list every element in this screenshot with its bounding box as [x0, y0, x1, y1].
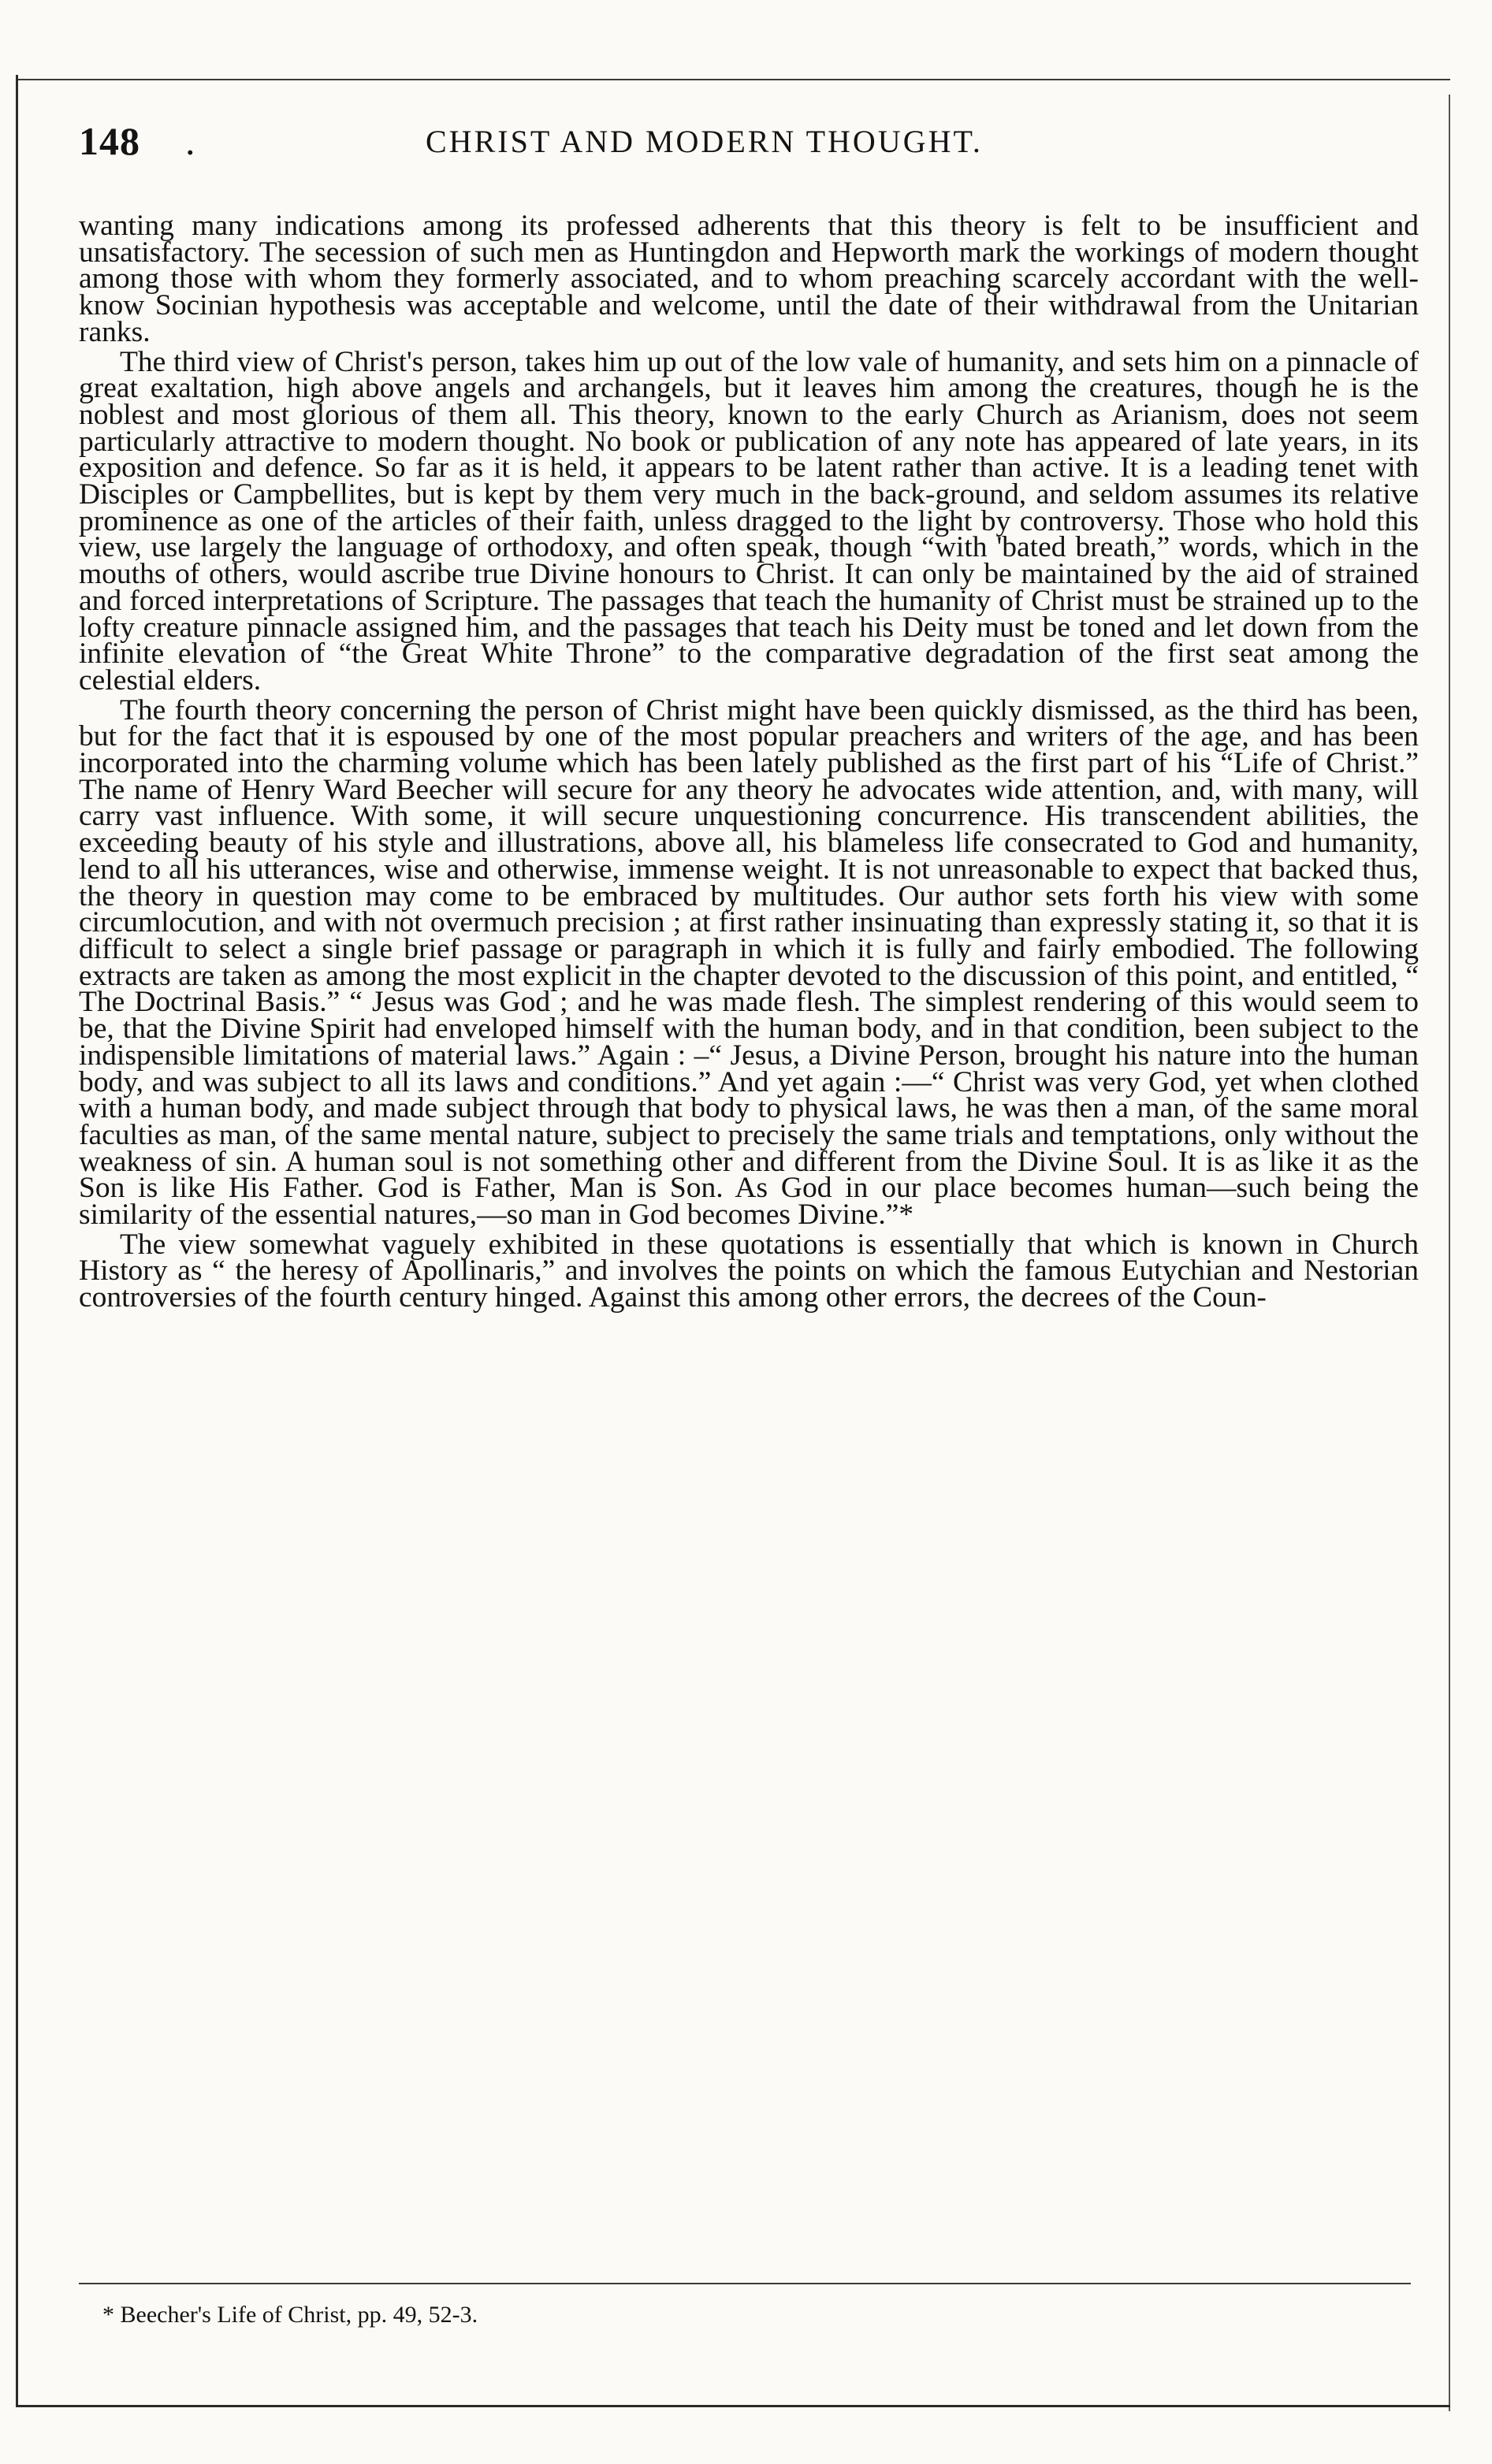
header-separator: .	[185, 119, 195, 163]
page-border-left	[16, 75, 18, 2407]
body-text	[79, 210, 1419, 1314]
footnote-divider	[79, 2283, 1411, 2284]
page-border-top	[16, 79, 1450, 80]
paragraph: The third view of Christ's person, takes him up out of the low vale of humanity, and sets him on a pinnacle of great exaltation, high above angels and archangels, but it leaves him among the creatures, though he is the noblest and most glorious of them all. This theory, known to the early Church as Arianism, does not seem particularly attractive to modern thought. No book or publication of any note has appeared of late years, in its exposition and defence. So far as it is held, it appears to be latent rather than active. It is a leading tenet with Disciples or Campbellites, but is kept by them very much in the back-ground, and seldom assumes its relative prominence as one of the articles of their faith, unless dragged to the light by controversy. Those who hold this view, use largely the language of orthodoxy, and often speak, though “with 'bated breath,” words, which in the mouths of others, would ascribe true Divine honours to Christ. It can only be maintained by the aid of strained and forced interpretations of Scripture. The passages that teach the humanity of Christ must be strained up to the lofty creature pinnacle assigned him, and the passages that teach his Deity must be toned and let down from the infinite elevation of “the Great White Throne” to the comparative degradation of the first seat among the celestial elders.	[79, 345, 1419, 697]
paragraph: wanting many indications among its professed adherents that this theory is felt to be insufficient and unsatisfactory. The secession of such men as Huntingdon and Hepworth mark the workings of modern thought among those with whom they formerly associated, and to whom preaching scarcely accordant with the well-know Socinian hypothesis was acceptable and welcome, until the date of their withdrawal from the Unitarian ranks.	[79, 210, 1419, 348]
page-border-right	[1449, 95, 1450, 2411]
running-title: CHRIST AND MODERN THOUGHT.	[426, 124, 983, 159]
page-header	[79, 118, 1411, 181]
paragraph: The view somewhat vaguely exhibited in these quotations is essentially that which is known in Church History as “ the heresy of Apollinaris,” and involves the points on which the famous Eutychian and Nestorian controversies of the fourth century hinged. Against this among other errors, the decrees of the Coun-	[79, 1228, 1419, 1314]
paragraph: The fourth theory concerning the person of Christ might have been quickly dismissed, as the third has been, but for the fact that it is espoused by one of the most popular preachers and writers of the age, and has been incorporated into the charming volume which has been lately published as the first part of his “Life of Christ.” The name of Henry Ward Beecher will secure for any theory he advocates wide attention, and, with many, will carry vast influence. With some, it will secure unquestioning concurrence. His transcendent abilities, the exceeding beauty of his style and illustrations, above all, his blameless life consecrated to God and humanity, lend to all his utterances, wise and otherwise, immense weight. It is not unreasonable to expect that backed thus, the theory in question may come to be embraced by multitudes. Our author sets forth his view with some circumlocution, and with not overmuch precision ; at first rather insinuating than expressly stating it, so that it is difficult to select a single brief passage or paragraph in which it is fully and fairly embodied. The following extracts are taken as among the most explicit in the chapter devoted to the discussion of this point, and entitled, “ The Doctrinal Basis.” “ Jesus was God ; and he was made flesh. The simplest rendering of this would seem to be, that the Divine Spirit had enveloped himself with the human body, and in that condition, been subject to the indispensible limitations of material laws.” Again : –“ Jesus, a Divine Person, brought his nature into the human body, and was subject to all its laws and conditions.” And yet again :—“ Christ was very God, yet when clothed with a human body, and made subject through that body to physical laws, he was then a man, of the same moral faculties as man, of the same mental nature, subject to precisely the same trials and temptations, only without the weakness of sin. A human soul is not something other and different from the Divine Soul. It is as like it as the Son is like His Father. God is Father, Man is Son. As God in our place becomes human—such being the similarity of the essential natures,—so man in God becomes Divine.”*	[79, 693, 1419, 1232]
page-number: 148	[79, 119, 140, 163]
footnote: * Beecher's Life of Christ, pp. 49, 52-3.	[102, 2302, 478, 2328]
page-border-bottom	[16, 2405, 1450, 2407]
